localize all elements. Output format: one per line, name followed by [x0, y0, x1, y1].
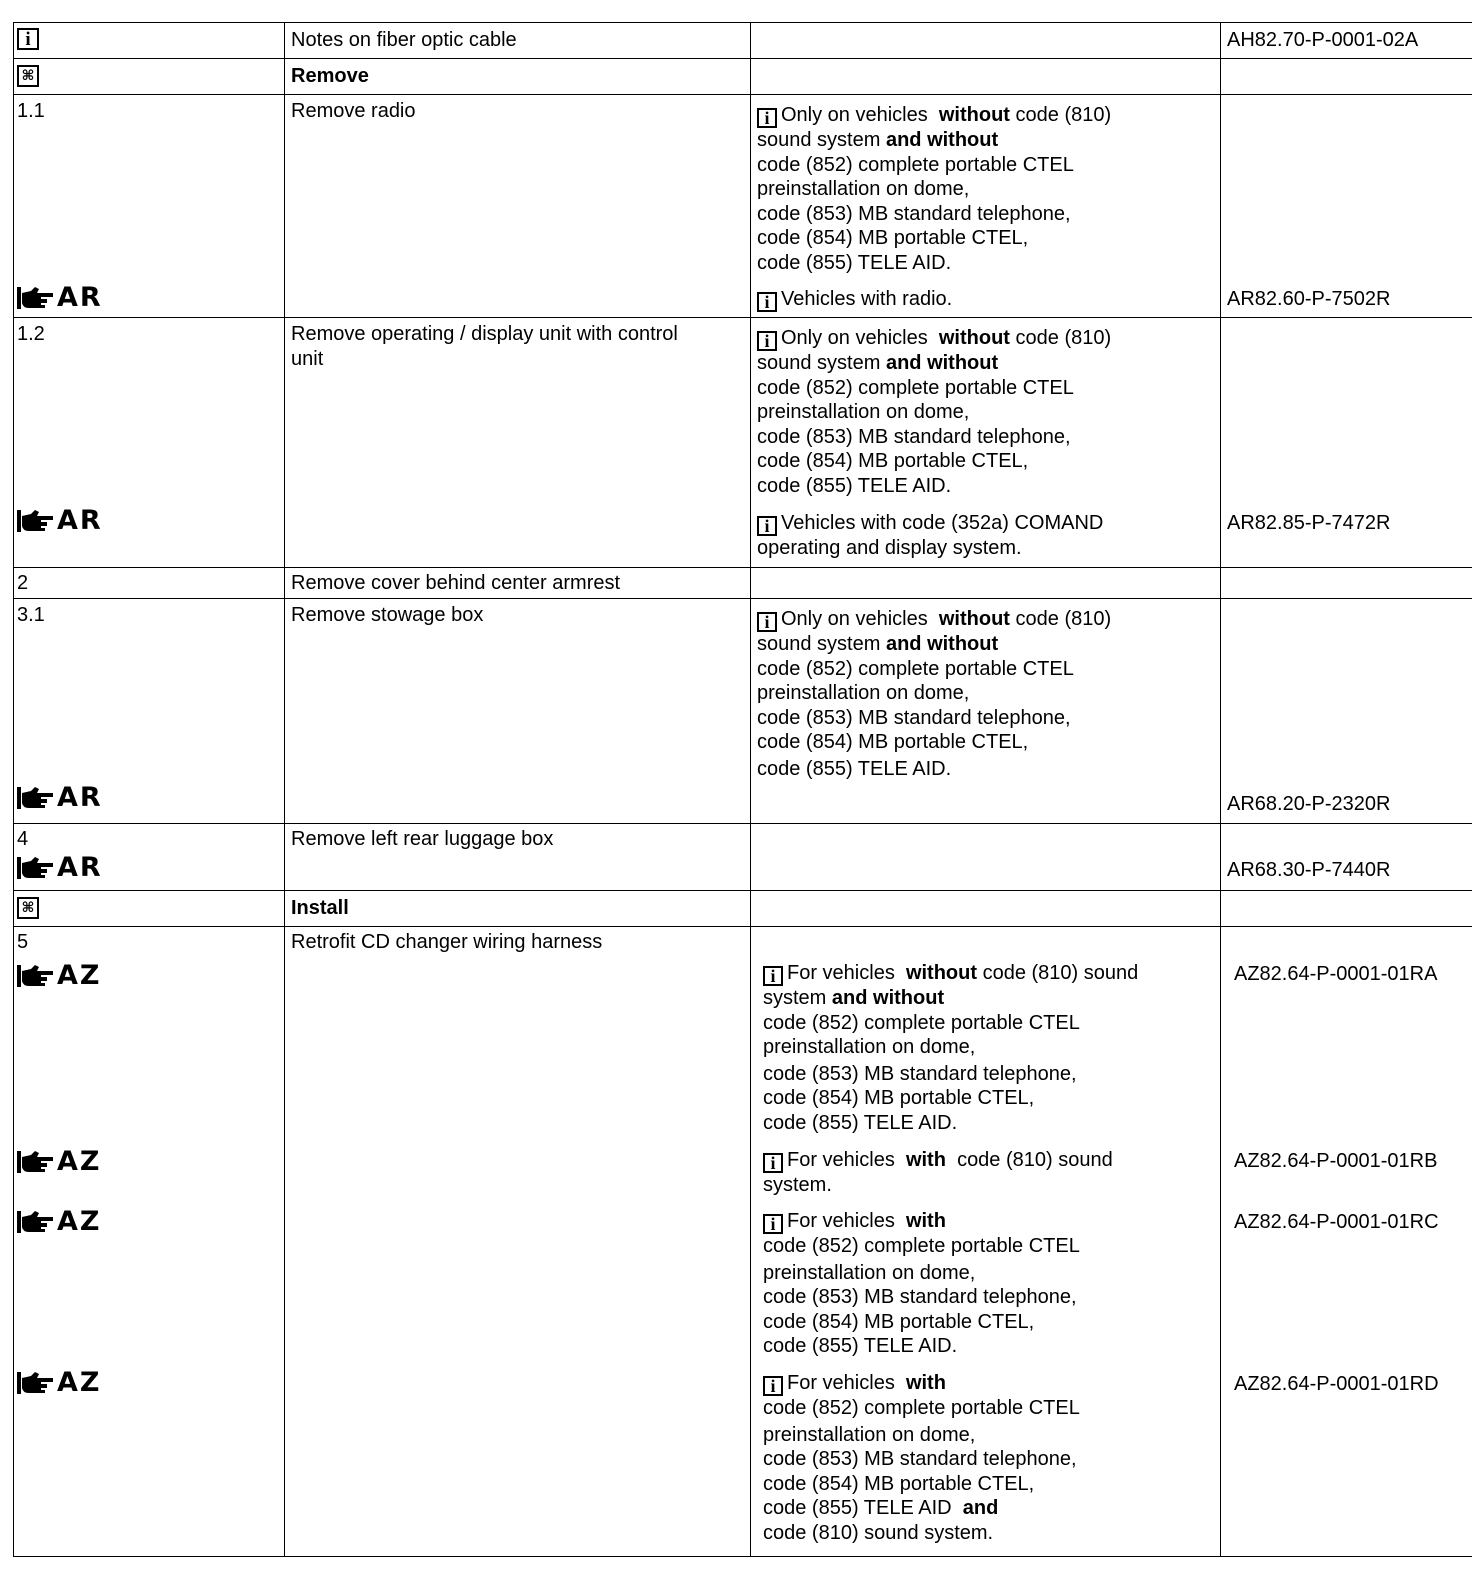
note-emphasis: and without — [831, 987, 945, 1009]
note-text: code (810) — [1015, 327, 1112, 349]
pointing-hand-icon — [17, 855, 55, 881]
step-description: Remove left rear luggage box — [291, 828, 554, 850]
note-emphasis: without — [938, 608, 1010, 630]
hand-reference — [17, 1146, 101, 1178]
hand-reference — [17, 782, 103, 814]
note-cell — [751, 568, 1221, 599]
description-cell — [285, 59, 751, 95]
step-cell — [14, 891, 285, 927]
note-line: code (855) TELE AID. — [757, 757, 952, 780]
table-row — [14, 95, 1472, 318]
note-line: preinstallation on dome, — [757, 682, 970, 704]
note-block — [763, 1148, 1216, 1198]
note-block — [757, 607, 1216, 781]
note-text: sound system — [757, 352, 881, 374]
note-line: preinstallation on dome, — [763, 1036, 976, 1058]
note-line: code (853) MB standard telephone, — [763, 1286, 1077, 1308]
reference-link[interactable]: AZ82.64-P-0001-01RB — [1234, 1150, 1438, 1172]
note-block — [757, 287, 1216, 312]
note-line: operating and display system. — [757, 537, 1022, 559]
note-line: code (855) TELE AID. — [763, 1111, 958, 1134]
step-description: Remove radio — [291, 100, 416, 122]
table-row — [14, 59, 1472, 95]
description-cell — [285, 568, 751, 599]
note-text: Only on vehicles — [781, 104, 928, 126]
step-description: Remove cover behind center armrest — [291, 572, 621, 594]
note-cell — [751, 95, 1221, 318]
note-text: sound system — [757, 633, 881, 655]
note-line: code (855) TELE AID. — [763, 1335, 958, 1357]
info-icon: i — [763, 966, 783, 986]
note-block — [757, 103, 1216, 275]
note-text: For vehicles — [787, 1149, 895, 1171]
note-cell — [751, 927, 1221, 1557]
step-number: 5 — [17, 931, 29, 953]
note-emphasis: with — [905, 1210, 946, 1232]
note-line: preinstallation on dome, — [763, 1423, 976, 1446]
reference-cell — [1221, 59, 1472, 95]
expand-icon: ⌘ — [17, 897, 39, 919]
pointing-hand-icon — [17, 285, 55, 311]
note-line: code (852) complete portable CTEL — [763, 1397, 1080, 1419]
pointing-hand-icon — [17, 1149, 55, 1175]
table-row — [14, 891, 1472, 927]
pointing-hand-icon — [17, 1209, 55, 1235]
info-icon: i — [757, 331, 777, 351]
hand-reference — [17, 1367, 101, 1399]
note-block — [763, 961, 1216, 1135]
description-cell — [285, 95, 751, 318]
description-line: Remove operating / display unit with control — [291, 323, 678, 345]
reference-cell — [1221, 23, 1472, 59]
step-number: 1.2 — [17, 323, 45, 345]
step-description: Retrofit CD changer wiring harness — [291, 931, 603, 953]
step-cell — [14, 59, 285, 95]
note-cell — [751, 599, 1221, 824]
step-cell — [14, 927, 285, 1557]
note-emphasis: with — [905, 1372, 946, 1394]
note-text: code (810) — [1015, 608, 1112, 630]
info-icon: i — [763, 1214, 783, 1234]
note-emphasis: with — [905, 1149, 946, 1171]
note-line: code (854) MB portable CTEL, — [757, 450, 1029, 472]
note-text: For vehicles — [787, 1372, 895, 1394]
section-heading: Install — [291, 897, 349, 919]
description-cell — [285, 318, 751, 568]
hand-label: AR — [57, 852, 103, 883]
description-cell — [285, 927, 751, 1557]
expand-icon: ⌘ — [17, 65, 39, 87]
note-line: code (853) MB standard telephone, — [757, 425, 1071, 448]
step-description: Remove stowage box — [291, 604, 484, 626]
note-text: code (810) — [1015, 104, 1112, 126]
description-line: unit — [291, 347, 324, 370]
note-line: code (853) MB standard telephone, — [757, 202, 1071, 225]
reference-link[interactable]: AR82.85-P-7472R — [1227, 512, 1391, 534]
step-number: 4 — [17, 828, 29, 850]
note-text: code (855) TELE AID — [763, 1497, 952, 1519]
note-line: code (853) MB standard telephone, — [763, 1448, 1077, 1470]
step-number: 1.1 — [17, 100, 45, 122]
info-icon: i — [757, 516, 777, 536]
reference-link[interactable]: AH82.70-P-0001-02A — [1227, 29, 1419, 51]
hand-reference — [17, 1206, 101, 1238]
note-line: code (854) MB portable CTEL, — [763, 1087, 1035, 1109]
note-text: Only on vehicles — [781, 608, 928, 630]
note-line: code (852) complete portable CTEL — [763, 1011, 1080, 1034]
reference-cell — [1221, 824, 1472, 891]
note-line: code (853) MB standard telephone, — [763, 1062, 1077, 1085]
reference-cell — [1221, 891, 1472, 927]
step-description — [291, 322, 678, 371]
hand-label: AZ — [57, 1206, 102, 1237]
table-row — [14, 568, 1472, 599]
note-line: preinstallation on dome, — [763, 1261, 976, 1284]
table-row — [14, 318, 1472, 568]
note-cell — [751, 891, 1221, 927]
step-number: 3.1 — [17, 604, 45, 626]
note-line: code (854) MB portable CTEL, — [763, 1310, 1035, 1333]
step-description: Notes on fiber optic cable — [291, 29, 517, 51]
note-emphasis: and without — [885, 129, 999, 151]
reference-link[interactable]: AR82.60-P-7502R — [1227, 288, 1391, 310]
note-text: For vehicles — [787, 962, 895, 984]
note-text: Vehicles with radio. — [781, 288, 953, 310]
note-emphasis: without — [905, 962, 978, 984]
hand-label: AR — [57, 782, 103, 813]
note-text: For vehicles — [787, 1210, 895, 1232]
hand-reference — [17, 505, 103, 537]
pointing-hand-icon — [17, 963, 55, 989]
reference-link[interactable]: AZ82.64-P-0001-01RD — [1234, 1373, 1439, 1395]
note-emphasis: and without — [885, 633, 999, 655]
note-block — [757, 326, 1216, 498]
note-cell — [751, 318, 1221, 568]
note-emphasis: and — [962, 1497, 999, 1519]
info-icon: i — [757, 108, 777, 128]
table-row — [14, 599, 1472, 824]
reference-cell — [1221, 318, 1472, 568]
note-text: Only on vehicles — [781, 327, 928, 349]
note-cell — [751, 59, 1221, 95]
note-line: code (855) TELE AID. — [757, 474, 952, 497]
note-line: code (852) complete portable CTEL — [757, 657, 1074, 680]
reference-cell — [1221, 599, 1472, 824]
note-emphasis: without — [938, 104, 1010, 126]
step-cell — [14, 95, 285, 318]
note-text: system — [763, 987, 827, 1009]
note-text: Vehicles with code (352a) COMAND — [781, 512, 1104, 534]
description-cell — [285, 891, 751, 927]
note-cell — [751, 824, 1221, 891]
note-line: code (810) sound system. — [763, 1521, 994, 1544]
note-line: code (854) MB portable CTEL, — [757, 227, 1029, 249]
note-line: preinstallation on dome, — [757, 178, 970, 200]
note-line: code (855) TELE AID. — [757, 251, 952, 274]
description-cell — [285, 23, 751, 59]
note-text: code (810) sound — [982, 962, 1139, 984]
hand-label: AZ — [57, 1367, 102, 1398]
note-line: code (854) MB portable CTEL, — [757, 731, 1029, 753]
note-line: code (853) MB standard telephone, — [757, 706, 1071, 729]
note-line: code (854) MB portable CTEL, — [763, 1472, 1035, 1495]
note-block — [763, 1209, 1216, 1359]
info-icon: i — [763, 1153, 783, 1173]
reference-link[interactable]: AR68.30-P-7440R — [1227, 859, 1391, 881]
note-block — [757, 511, 1216, 561]
info-icon: i — [17, 28, 39, 50]
hand-label: AR — [57, 505, 103, 536]
step-number: 2 — [17, 572, 29, 594]
note-line: code (852) complete portable CTEL — [757, 376, 1074, 399]
hand-label: AZ — [57, 1146, 102, 1177]
hand-reference — [17, 282, 103, 314]
reference-cell — [1221, 95, 1472, 318]
note-cell — [751, 23, 1221, 59]
reference-link[interactable]: AR68.20-P-2320R — [1227, 793, 1391, 815]
step-cell — [14, 824, 285, 891]
hand-reference — [17, 852, 103, 884]
reference-link[interactable]: AZ82.64-P-0001-01RA — [1234, 963, 1438, 985]
note-line: system. — [763, 1174, 832, 1196]
reference-cell — [1221, 927, 1472, 1557]
pointing-hand-icon — [17, 1370, 55, 1396]
note-text: code (810) sound — [957, 1149, 1113, 1171]
note-block — [763, 1371, 1216, 1545]
note-emphasis: without — [938, 327, 1010, 349]
note-line: preinstallation on dome, — [757, 401, 970, 423]
info-icon: i — [763, 1376, 783, 1396]
info-icon: i — [757, 292, 777, 312]
note-text: sound system — [757, 129, 881, 151]
hand-label: AZ — [57, 960, 102, 991]
section-heading: Remove — [291, 65, 369, 87]
hand-label: AR — [57, 282, 103, 313]
step-cell — [14, 599, 285, 824]
table-row — [14, 824, 1472, 891]
note-line: code (852) complete portable CTEL — [757, 153, 1074, 176]
note-line: code (852) complete portable CTEL — [763, 1235, 1080, 1257]
info-icon: i — [757, 612, 777, 632]
step-cell — [14, 568, 285, 599]
note-emphasis: and without — [885, 352, 999, 374]
reference-link[interactable]: AZ82.64-P-0001-01RC — [1234, 1211, 1439, 1233]
step-cell — [14, 318, 285, 568]
description-cell — [285, 824, 751, 891]
pointing-hand-icon — [17, 785, 55, 811]
pointing-hand-icon — [17, 508, 55, 534]
description-cell — [285, 599, 751, 824]
reference-cell — [1221, 568, 1472, 599]
hand-reference — [17, 960, 101, 992]
procedure-table — [13, 22, 1472, 1557]
table-row — [14, 23, 1472, 59]
step-cell — [14, 23, 285, 59]
table-row — [14, 927, 1472, 1557]
